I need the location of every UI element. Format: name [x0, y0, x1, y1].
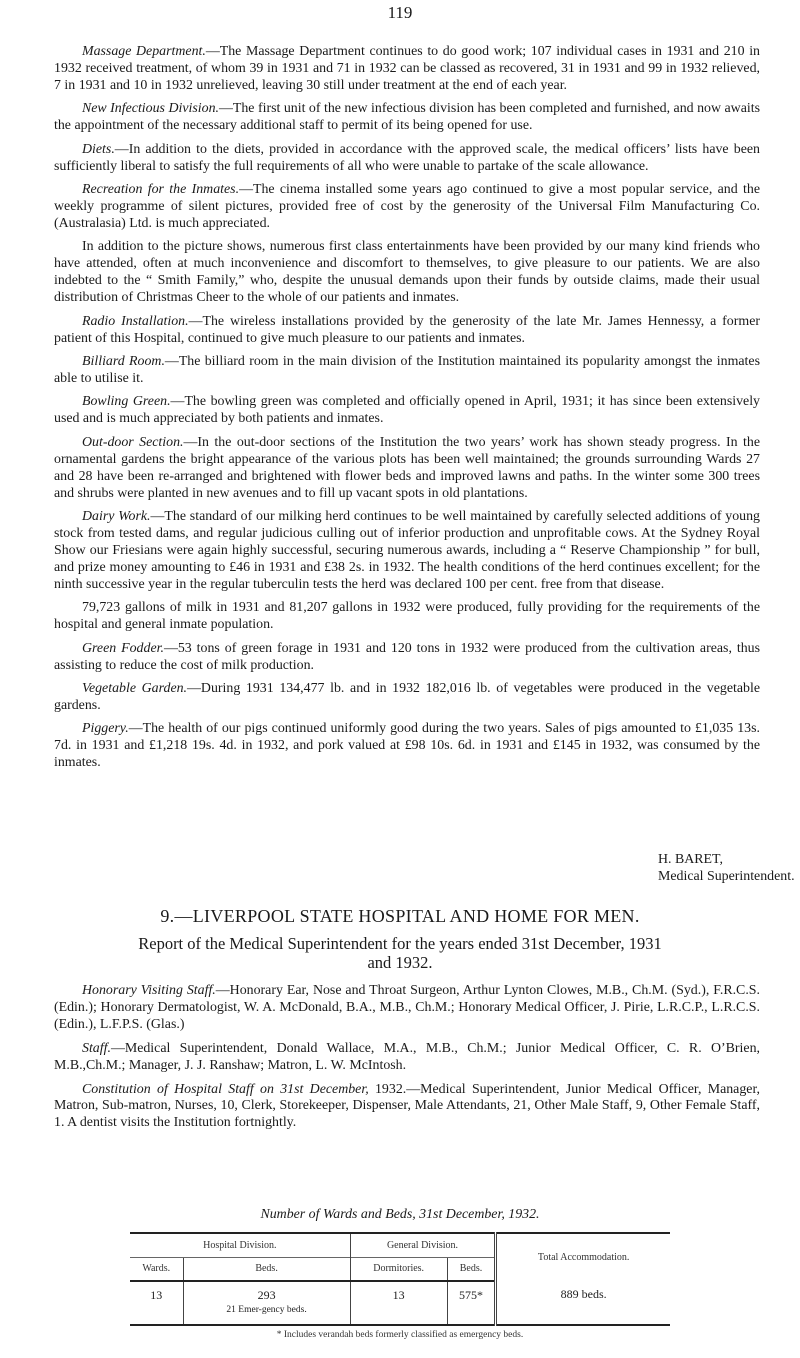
paragraph-text: —During 1931 134,477 lb. and in 1932 182,016 lb. of vegetables were produced in the vegetable gardens. [54, 681, 760, 713]
paragraph-heading: Honorary Visiting Staff. [82, 983, 216, 998]
staff-paragraph [54, 1041, 760, 1075]
report-paragraph [54, 354, 760, 388]
paragraph-text: —The standard of our milking herd continues to be well maintained by carefully selected additions of young stock from tested dams, and regular judicious culling out of inferior production and unprofitable cows. At the Sydney Royal Show our Friesians were again highly successful, securing numerous awards, including a “ Reserve Championship ” for bull, and prize money amounting to £46 in 1931 and £38 2s. in 1932. The health conditions of the herd continues excellent; for the ninth successive year in the regular tuberculin tests the herd was declared 100 per cent. free from that disease. [54, 509, 760, 592]
beds-col-header: Beds. [183, 1257, 350, 1281]
report-paragraph [54, 44, 760, 95]
paragraph-text: —The cinema installed some years ago continued to give a most popular service, and the weekly programme of silent pictures, provided free of cost by the generosity of the Universal Film Manufacturing Co. (Australasia) Ltd. is much appreciated. [54, 182, 760, 231]
paragraph-text: —The first unit of the new infectious division has been completed and furnished, and now awaits the appointment of the necessary additional staff to permit of its being opened for use. [54, 101, 760, 134]
paragraph-heading: Massage Department. [82, 44, 206, 59]
table-footnote: * Includes verandah beds formerly classified as emergency beds. [276, 1330, 524, 1340]
paragraph-heading: Vegetable Garden. [82, 681, 188, 697]
paragraph-heading: Recreation for the Inmates. [82, 182, 240, 198]
beds2-col-header: Beds. [447, 1257, 496, 1281]
dormitories-col-header: Dormitories. [350, 1257, 447, 1281]
cell-beds [183, 1281, 350, 1325]
report-paragraph [54, 721, 760, 772]
paragraph-heading: Bowling Green. [82, 394, 171, 410]
paragraph-text: 1932.—Medical Superintendent, Junior Medical Officer, Manager, Matron, Sub-matron, Nurses, 10, Clerk, Storekeeper, Dispenser, Male Attendants, 21, Other Male Staff, 9, Other Female Staff, 1. A dentist visits the Institution fortnightly. [54, 1081, 760, 1131]
table-caption: Number of Wards and Beds, 31st December, 1932. [260, 1207, 540, 1222]
signature-title: Medical Superintendent. [658, 869, 795, 884]
total-accommodation-header: Total Accommodation. [496, 1233, 670, 1281]
report-title-line2: and 1932. [367, 953, 433, 972]
report-paragraph [54, 314, 760, 348]
general-division-header: General Division. [350, 1233, 496, 1257]
paragraph-heading: Piggery. [82, 721, 129, 737]
paragraph-text: —In the out-door sections of the Institution the two years’ work has shown steady progress. In the ornamental gardens the bright appearance of the various plots has been well maintained; the grounds surrounding Wards 27 and 28 have been re-arranged and brightened with flower beds and improved lawns and paths. In the winter some 300 trees and shrubs were planted in new avenues and to fill up vacant spots in old plantations. [54, 434, 760, 501]
paragraph-text: —The health of our pigs continued uniformly good during the two years. Sales of pigs amounted to £1,035 13s. 7d. in 1931 and £1,218 19s. 4d. in 1932, and pork valued at £98 10s. 6d. in 1931 and £145 in 1932, was consumed by the inmates. [54, 721, 760, 771]
paragraph-heading: Dairy Work. [82, 509, 151, 525]
hospital-report-body [54, 44, 760, 779]
paragraph-text: —Honorary Ear, Nose and Throat Surgeon, Arthur Lynton Clowes, M.B., Ch.M. (Syd.), F.R.C.S. (Edin.); Honorary Dermatologist, W. A. McDonald, B.A., M.B., Ch.M.; Honorary Medical Officer, J. Pirie, L.R.C.P., L.R.C.S. (Edin.), L.F.P.S. (Glas.) [54, 983, 760, 1032]
paragraph-heading: Radio Installation. [82, 313, 189, 329]
page-number: 119 [387, 3, 413, 22]
paragraph-heading: Constitution of Hospital Staff on 31st December, [82, 1081, 369, 1097]
report-paragraph [54, 394, 760, 428]
section-title: 9.—LIVERPOOL STATE HOSPITAL AND HOME FOR MEN. [160, 906, 640, 926]
paragraph-text: —In addition to the diets, provided in accordance with the approved scale, the medical officers’ lists have been sufficiently liberal to satisfy the full requirements of all who were unable to partake of the scale allowance. [54, 141, 760, 174]
report-paragraph [54, 681, 760, 715]
paragraph-heading: New Infectious Division. [82, 101, 219, 117]
report-paragraph [54, 101, 760, 135]
report-paragraph [54, 239, 760, 307]
report-paragraph [54, 142, 760, 176]
signature-name: H. BARET, [658, 852, 723, 867]
paragraph-text: —Medical Superintendent, Donald Wallace, M.A., M.B., Ch.M.; Junior Medical Officer, C. R. O’Brien, M.B.,Ch.M.; Manager, J. J. Ranshaw; Matron, L. W. McIntosh. [54, 1040, 760, 1073]
report-paragraph [54, 600, 760, 634]
report-title-line1: Report of the Medical Superintendent for the years ended 31st December, 1931 [138, 934, 662, 953]
staff-paragraph [54, 1082, 760, 1133]
paragraph-heading: Diets. [82, 141, 115, 157]
paragraph-heading: Out-door Section. [82, 434, 184, 450]
cell-dormitories: 13 [350, 1281, 447, 1325]
wards-col-header: Wards. [130, 1257, 183, 1281]
cell-wards: 13 [130, 1281, 183, 1325]
cell-total: 889 beds. [496, 1281, 670, 1325]
staff-section-body [54, 983, 760, 1139]
paragraph-text: In addition to the picture shows, numerous first class entertainments have been provided by our many kind friends who have attended, often at much inconvenience and discomfort to themselves, to give pleasure to our patients. We are also indebted to the “ Smith Family,” who, despite the unusual demands upon their funds by outside claims, made their usual distribution of Christmas Cheer to the whole of our patients and inmates. [54, 239, 760, 306]
wards-beds-table [130, 1232, 670, 1326]
report-paragraph [54, 435, 760, 503]
report-paragraph [54, 509, 760, 594]
paragraph-heading: Billiard Room. [82, 354, 165, 370]
hospital-division-header: Hospital Division. [130, 1233, 350, 1257]
paragraph-text: —53 tons of green forage in 1931 and 120 tons in 1932 were produced from the cultivation areas, thus assisting to reduce the cost of milk production. [54, 640, 761, 673]
paragraph-text: —The bowling green was completed and officially opened in April, 1931; it has since been extensively used and is much appreciated by both patients and inmates. [54, 394, 760, 427]
report-paragraph [54, 641, 760, 675]
paragraph-heading: Green Fodder. [82, 640, 164, 656]
paragraph-text: —The billiard room in the main division of the Institution maintained its popularity amongst the inmates able to utilise it. [54, 354, 760, 386]
paragraph-text: 79,723 gallons of milk in 1931 and 81,207 gallons in 1932 were produced, fully providing for the requirements of the hospital and general inmate population. [54, 600, 760, 633]
paragraph-text: —The wireless installations provided by the generosity of the late Mr. James Hennessy, a former patient of this Hospital, continued to give much pleasure to our patients and inmates. [54, 313, 760, 346]
paragraph-text: —The Massage Department continues to do good work; 107 individual cases in 1931 and 210 in 1932 received treatment, of whom 39 in 1931 and 71 in 1932 can be classed as recovered, 31 in 1931 and 99 in 1932 relieved, 7 in 1931 and 10 in 1932 unrelieved, leaving 30 still under treatment at the end of each year. [54, 44, 760, 93]
cell-beds-value: 293 [257, 1288, 276, 1302]
cell-beds-note: 21 Emer-gency beds. [226, 1305, 307, 1315]
paragraph-heading: Staff. [82, 1040, 111, 1056]
cell-beds2: 575* [447, 1281, 496, 1325]
staff-paragraph [54, 983, 760, 1034]
report-paragraph [54, 182, 760, 233]
